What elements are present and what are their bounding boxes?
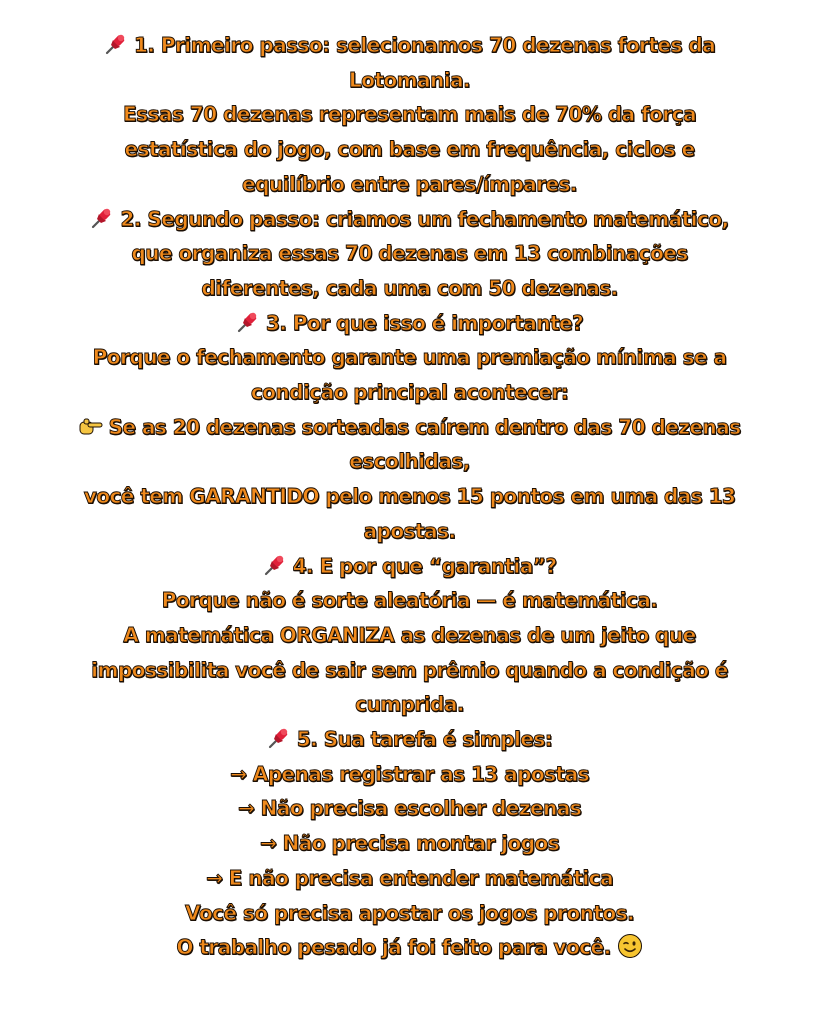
text-line: Porque não é sorte aleatória — é matemática. (161, 588, 658, 613)
text-line: 2. Segundo passo: criamos um fechamento matemático, (0, 202, 819, 237)
text-line: estatística do jogo, com base em frequência, ciclos e (124, 137, 695, 162)
pushpin-icon (267, 726, 291, 750)
document-body (0, 28, 819, 965)
text-line: 1. Primeiro passo: selecionamos 70 dezenas fortes da (0, 28, 819, 63)
text-line: → Não precisa montar jogos (259, 831, 560, 856)
pointing-hand-icon (78, 413, 104, 435)
pushpin-icon (90, 206, 114, 230)
text-line: apostas. (363, 518, 456, 543)
text-line: → E não precisa entender matemática (205, 865, 614, 890)
text-line: equilíbrio entre pares/ímpares. (242, 171, 577, 196)
text-line: Você só precisa apostar os jogos prontos. (184, 900, 635, 925)
text-line: A matemática ORGANIZA as dezenas de um jeito que (123, 622, 696, 647)
text-line: Essas 70 dezenas representam mais de 70% da força (122, 102, 697, 127)
text-line: impossibilita você de sair sem prêmio quando a condição é (91, 657, 728, 682)
text-line: 4. E por que “garantia”? (0, 549, 819, 584)
text-line: você tem GARANTIDO pelo menos 15 pontos em uma das 13 (83, 484, 736, 509)
text-line: Porque o fechamento garante uma premiação mínima se a (92, 345, 727, 370)
text-line: que organiza essas 70 dezenas em 13 combinações (131, 241, 688, 266)
text-line: diferentes, cada uma com 50 dezenas. (201, 275, 618, 300)
text-line: 5. Sua tarefa é simples: (0, 722, 819, 757)
text-line: → Apenas registrar as 13 apostas (230, 761, 589, 786)
text-line: escolhidas, (349, 449, 470, 474)
text-line: O trabalho pesado já foi feito para você. (0, 930, 819, 965)
text-line: Se as 20 dezenas sorteadas caírem dentro das 70 dezenas (0, 410, 819, 445)
text-line: cumprida. (355, 692, 464, 717)
text-line: → Não precisa escolher dezenas (237, 796, 582, 821)
pushpin-icon (236, 310, 260, 334)
text-line: 3. Por que isso é importante? (0, 306, 819, 341)
winking-face-icon (617, 933, 643, 959)
pushpin-icon (104, 32, 128, 56)
text-line: condição principal acontecer: (250, 380, 569, 405)
pushpin-icon (263, 553, 287, 577)
text-line: Lotomania. (348, 67, 471, 92)
